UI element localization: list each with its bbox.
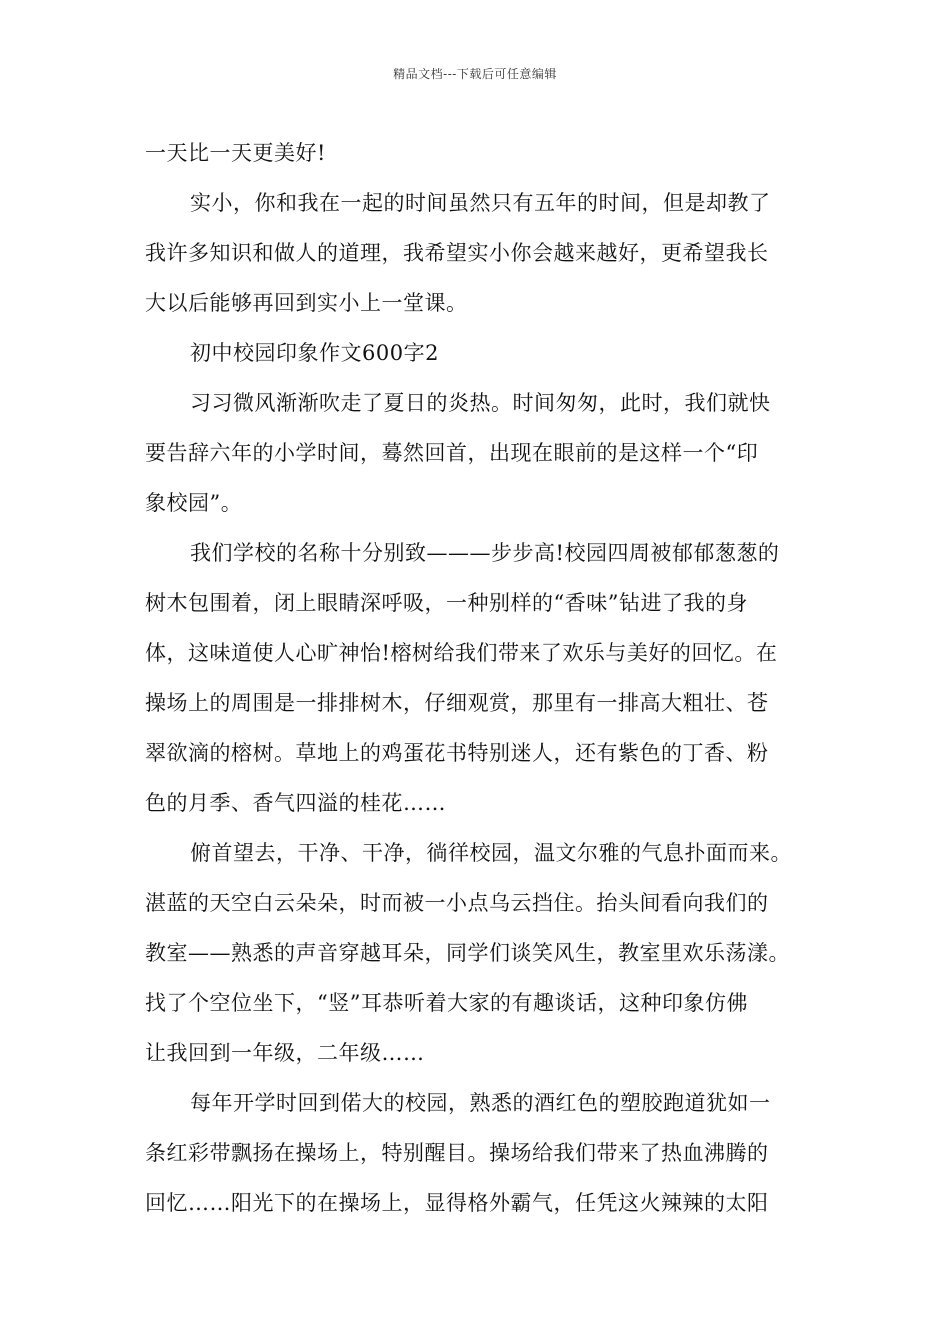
text-line: 湛蓝的天空白云朵朵，时而被一小点乌云挡住。抬头间看向我们的: [145, 891, 769, 915]
text-line: 色的月季、香气四溢的桂花……: [145, 791, 446, 815]
text-line: 操场上的周围是一排排树木，仔细观赏，那里有一排高大粗壮、苍: [145, 691, 769, 715]
text-line: 翠欲滴的榕树。草地上的鸡蛋花书特别迷人，还有紫色的丁香、粉: [145, 741, 769, 765]
text-line: 体，这味道使人心旷神怡!榕树给我们带来了欢乐与美好的回忆。在: [145, 641, 778, 665]
paragraph-start-line: 习习微风渐渐吹走了夏日的炎热。时间匆匆，此时，我们就快: [190, 391, 771, 415]
document-body: [145, 128, 807, 1228]
text-line: 找了个空位坐下，“竖”耳恭听着大家的有趣谈话，这种印象仿佛: [145, 991, 748, 1015]
text-line: 象校园”。: [145, 491, 243, 515]
text-line: 条红彩带飘扬在操场上，特别醒目。操场给我们带来了热血沸腾的: [145, 1141, 769, 1165]
paragraph-start-line: 每年开学时回到偌大的校园，熟悉的酒红色的塑胶跑道犹如一: [190, 1091, 771, 1115]
text-line: 要告辞六年的小学时间，蓦然回首，出现在眼前的是这样一个“印: [145, 441, 759, 465]
text-line: 大以后能够再回到实小上一堂课。: [145, 291, 468, 315]
text-line: 让我回到一年级，二年级……: [145, 1041, 425, 1065]
page-header: 精品文档---下载后可任意编辑: [393, 67, 557, 81]
paragraph-start-line: 俯首望去，干净、干净，徜徉校园，温文尔雅的气息扑面而来。: [190, 841, 792, 865]
paragraph-start-line: 我们学校的名称十分别致———步步高!校园四周被郁郁葱葱的: [190, 541, 780, 565]
text-line: 教室——熟悉的声音穿越耳朵，同学们谈笑风生，教室里欢乐荡漾。: [145, 941, 790, 965]
text-line: 一天比一天更美好!: [145, 141, 326, 165]
paragraph-start-line: 实小，你和我在一起的时间虽然只有五年的时间，但是却教了: [190, 191, 771, 215]
text-line: 树木包围着，闭上眼睛深呼吸，一种别样的“香味”钻进了我的身: [145, 591, 748, 615]
text-line: 我许多知识和做人的道理，我希望实小你会越来越好，更希望我长: [145, 241, 769, 265]
text-line: 回忆……阳光下的在操场上，显得格外霸气，任凭这火辣辣的太阳: [145, 1191, 769, 1215]
essay-subtitle: 初中校园印象作文600字2: [190, 341, 439, 365]
